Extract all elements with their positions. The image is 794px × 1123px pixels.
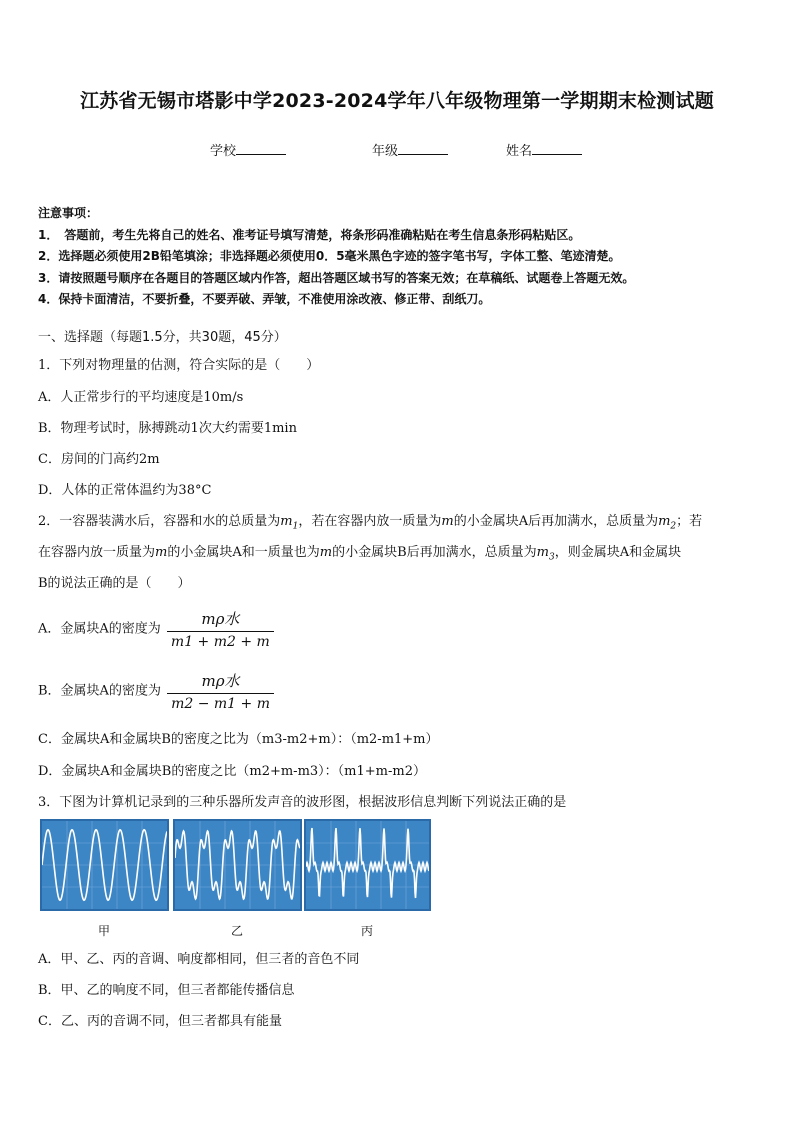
q2-option-d: D．金属块A和金属块B的密度之比（m2+m-m3）：（m1+m-m2） <box>38 764 426 779</box>
q2-text: 的小金属块B后再加满水，总质量为 <box>332 545 537 560</box>
section-title: 一、选择题（每题1.5分，共30题，45分） <box>38 330 287 345</box>
q2-option-c: C．金属块A和金属块B的密度之比为（m3-m2+m）：（m2-m1+m） <box>38 732 439 747</box>
q3-stem: 3．下图为计算机记录到的三种乐器所发声音的波形图，根据波形信息判断下列说法正确的是 <box>38 795 567 810</box>
school-field <box>210 140 286 159</box>
name-label: 姓名 <box>506 144 533 159</box>
notes-block <box>38 203 634 311</box>
notes-item: 4．保持卡面清洁，不要折叠，不要弄破、弄皱，不准使用涂改液、修正带、刮纸刀。 <box>38 292 491 306</box>
var-m1: $m_1$ <box>280 514 299 532</box>
caption-bing: 丙 <box>360 924 373 938</box>
q1-stem: 1．下列对物理量的估测，符合实际的是（ ） <box>38 358 320 373</box>
q2-text: ；若 <box>676 514 703 529</box>
name-field <box>506 140 582 159</box>
school-blank <box>236 141 286 155</box>
fraction-denominator: m2 − m1 + m <box>167 693 274 712</box>
caption-yi: 乙 <box>230 924 243 938</box>
q1-option-d: D．人体的正常体温约为38°C <box>38 483 212 498</box>
q2-line2 <box>38 541 681 563</box>
notes-item: 2．选择题必须使用2B铅笔填涂；非选择题必须使用0．5毫米黑色字迹的签字笔书写，字体工整、笔迹清楚。 <box>38 249 621 263</box>
var-m3: $m_3$ <box>536 545 555 563</box>
waveform-jia <box>40 819 169 911</box>
q1-option-a: A．人正常步行的平均速度是10m/s <box>38 390 244 405</box>
fraction-numerator: mρ水 <box>201 610 240 628</box>
q3-option-a: A．甲、乙、丙的音调、响度都相同，但三者的音色不同 <box>38 952 360 967</box>
waveform-yi <box>173 819 302 911</box>
caption-jia: 甲 <box>97 924 110 938</box>
q1-option-b: B．物理考试时，脉搏跳动1次大约需要1min <box>38 421 297 436</box>
q2-option-a-text: A．金属块A的密度为 <box>38 621 161 637</box>
q2-option-b-text: B．金属块A的密度为 <box>38 683 161 699</box>
grade-blank <box>398 141 448 155</box>
q2-text: ，则金属块A和金属块 <box>554 545 682 560</box>
density-fraction-a <box>167 608 274 650</box>
grade-field <box>372 140 448 159</box>
density-fraction-b <box>167 670 274 712</box>
var-m: m <box>441 514 454 529</box>
spiky-wave <box>306 828 429 898</box>
notes-heading: 注意事项： <box>38 206 99 220</box>
q1-option-c: C．房间的门高约2m <box>38 452 160 467</box>
q2-text: 的小金属块A和一质量也为 <box>167 545 320 560</box>
notes-item: 3．请按照题号顺序在各题目的答题区域内作答，超出答题区域书写的答案无效；在草稿纸、试题卷上答题无效。 <box>38 270 635 285</box>
q2-line1 <box>38 510 702 532</box>
var-m2: $m_2$ <box>658 514 677 532</box>
waveform-bing <box>304 819 431 911</box>
var-m: m <box>155 545 168 560</box>
fraction-numerator: mρ水 <box>201 672 240 690</box>
name-blank <box>532 141 582 155</box>
q2-text: 2．一容器装满水后，容器和水的总质量为 <box>38 514 281 529</box>
waveform-jia-svg <box>42 821 167 909</box>
notes-item: 1． 答题前，考生先将自己的姓名、准考证号填写清楚，将条形码准确粘贴在考生信息条形码粘贴区。 <box>38 227 581 242</box>
q3-option-c: C．乙、丙的音调不同，但三者都具有能量 <box>38 1014 282 1029</box>
q3-option-b: B．甲、乙的响度不同，但三者都能传播信息 <box>38 983 295 998</box>
q2-text: 在容器内放一质量为 <box>38 545 156 560</box>
waveform-bing-svg <box>306 821 429 909</box>
q2-line3: B的说法正确的是（ ） <box>38 576 191 591</box>
page-title: 江苏省无锡市塔影中学2023-2024学年八年级物理第一学期期末检测试题 <box>80 90 714 112</box>
school-label: 学校 <box>210 144 237 159</box>
q2-option-b <box>38 670 274 712</box>
grade-label: 年级 <box>372 144 399 159</box>
q2-option-a <box>38 608 274 650</box>
q2-text: ，若在容器内放一质量为 <box>298 514 442 529</box>
var-m: m <box>319 545 333 560</box>
q2-text: 的小金属块A后再加满水，总质量为 <box>453 514 659 529</box>
waveform-yi-svg <box>175 821 300 909</box>
fraction-denominator: m1 + m2 + m <box>167 631 274 650</box>
